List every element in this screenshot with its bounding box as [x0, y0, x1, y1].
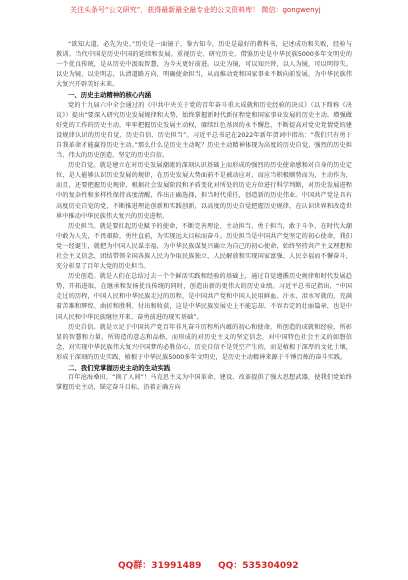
promo-header	[0, 0, 408, 22]
section-heading-2: 二、我们党掌握历史主动的生动实践	[68, 364, 171, 372]
promo-footer	[0, 552, 408, 576]
qq-group-number: QQ群：31991489	[118, 561, 202, 571]
document-body	[56, 40, 352, 548]
paragraph-historical-creation: 历史创造。就是人们在总结过去一个个鲜活实践和经验的基础上，通过自觉遵循历史规律和时代发展趋势，开拓进取，在继承和发扬优良传统的同时，创造出新的更伟大的历史业绩。习近平总书记指出，“中国走过的历程，中国人民和中华民族走过的历程，是中国共产党和中国人民用鲜血、汗水、泪水写就的，充满着苦难和辉煌、曲折和胜利、付出和收获，这是中华民族发展史上不能忘却、不容否定的壮丽篇章，也是中国人民和中华民族继往开来、奋勇前进的现实基础”。	[56, 273, 352, 321]
qq-contact-number: QQ：535304092	[218, 561, 299, 571]
paragraph-historical-responsibility: 历史担当。就是要扛起历史赋予的使命，不断完善理论、主动担当，勇于担当，敢于斗争，在时代大潮中敢为人先，不畏艰险，勇往直前，为实现远大目标而奋斗。历史担当是中国共产党坚定的初心使命，我们党一经诞生，就把为中国人民谋幸福，为中华民族谋复兴确立为自己的初心使命，始终坚持共产主义理想和社会主义信念，团结带领全国各族人民为争取民族独立、人民解放和实现国家富强、人民幸福而不懈奋斗，充分彰显了百年大党的历史担当。	[56, 222, 352, 271]
paragraph-historical-awareness: 历史自觉。就是建立在对历史发展潮流的深刻认识基础上而形成的强烈的历史使命感和对自身的历史定位，是人能够认识历史发展的规律，在历史发展大势面前不是被动应对，而应当积极顺势而为，主动作为，而且，还要把握历史规律，根据社会发展阶段和矛盾变化对所处的历史方位进行科学判断，对历史发展进程中的复杂性和多样性保持高度清醒，作出正确选择，担当时代重任，创造新的历史伟业。中国共产党是具有高度历史自觉的党，不断推进理论创新和实践创新，以高度的历史自觉把握历史规律，在认识世界和改造世界中推动中华民族伟大复兴的历史进程。	[56, 162, 352, 220]
intro-paragraph: “欲知大道，必先为史。”历史是一面镜子，鉴古知今，历史是最好的教科书，记述成功和失败，经验与教训。当代中国是历史中国的延续和发展。重视历史、研究历史、借鉴历史是中华民族5000多年文明史的一个优良传统，是从历史中汲取智慧，为今天更好前进。以史为镜，可以知兴替，以人为镜，可以明得失。以史为镜、以史明志，认清道路方向，明确使命担当，从而推动党和国家事业不断向前发展，为中华民族伟大复兴开辟美好未来。	[56, 41, 352, 89]
paragraph-practice: 百年沧海桑田，“换了人间”！马克思主义为中国革命、建设、改革提供了强大思想武器，使我们党始终掌握历史主动，锚定奋斗目标，沿着正确方向	[56, 374, 352, 392]
paragraph-resolution: 党的十九届六中全会通过的《中共中央关于党的百年奋斗重大成就和历史经验的决议》（以下简称《决议》）提出“要深入研究历史发展规律和大势，始终掌握新时代新征程党和国家事业发展的历史主动。增强做好党的工作的历史主动，牢牢把握历史发展主动权，赓续红色基因的永不懈怠，不断提高对党史党情党的建设规律认识的历史自觉、历史自信、历史担当”。习近平总书记在2022年新年贺词中指出：“我们只有勇于自我革命才能赢得历史主动。”那么什么是历史主动呢？历史主动精神体现为高度的历史自觉、强烈的历史担当、伟大的历史创造，坚定的历史自信。	[56, 101, 352, 160]
promo-header-text: 关注头条号“公文研究”，获得最新最全最专业的公文资料库！ 微信：gongwenyj	[70, 6, 321, 14]
paragraph-historical-confidence: 历史自信。就是立足于中国共产党百年非凡奋斗历程所内蕴的初心和使命，所创造的成就和经验，所彰显的智慧和力量，所铸造的意志和品格，而形成的对历史主义的坚定信念，对中国特色社会主义的如磐信念，对实现中华民族伟大复兴中国梦的必胜信心，历史自信不是凭空产生的，而是植根于深厚的文化土壤，形成于深刻的历史实践，植根于中华民族5000多年文明史，是历史主动精神来源于千锤百炼的奋斗实践。	[56, 323, 352, 361]
section-heading-1: 一、历史主动精神的核心内涵	[68, 91, 152, 100]
